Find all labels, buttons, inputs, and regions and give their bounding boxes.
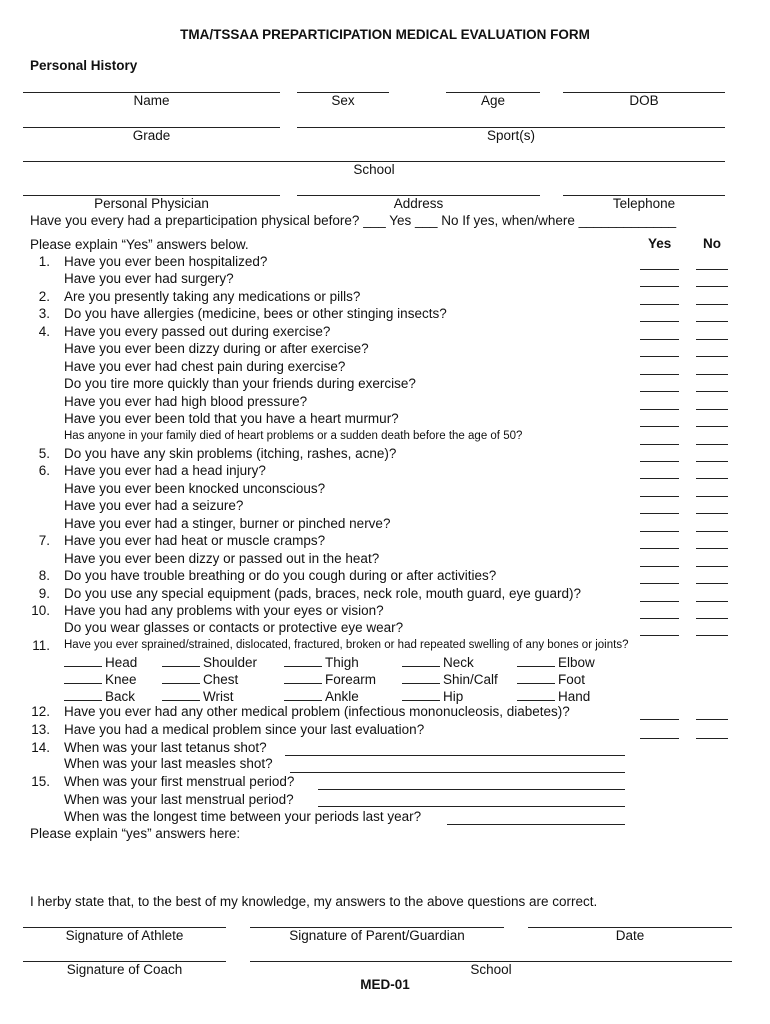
question-text: Are you presently taking any medications or pills? [64,288,361,304]
yes-answer-blank[interactable] [640,409,679,410]
athlete-signature-label: Signature of Athlete [65,928,184,943]
yes-answer-blank[interactable] [640,566,679,567]
question-text: When was the longest time between your periods last year? [64,809,422,824]
body-part-option[interactable] [517,654,595,670]
yes-answer-blank[interactable] [640,719,679,720]
question-text: Have you every passed out during exercise? [64,323,331,339]
no-answer-blank[interactable] [696,548,728,549]
yes-answer-blank[interactable] [640,601,679,602]
question-number: 9. [38,585,50,601]
body-part-blank[interactable] [402,671,440,684]
body-part-label: Neck [443,655,474,670]
question-number: 2. [38,288,50,304]
body-part-blank[interactable] [64,654,102,667]
body-part-option[interactable] [402,671,498,687]
yes-answer-blank[interactable] [640,304,679,305]
body-part-blank[interactable] [517,654,555,667]
physician-label: Personal Physician [94,196,209,211]
body-part-blank[interactable] [162,671,200,684]
section-heading: Personal History [30,58,138,73]
question-number: 14. [31,740,50,755]
body-part-blank[interactable] [162,688,200,701]
body-part-blank[interactable] [284,671,322,684]
tetanus-shot-field[interactable] [285,755,625,756]
body-part-option[interactable] [402,688,463,704]
body-part-option[interactable] [284,688,359,704]
yes-answer-blank[interactable] [640,513,679,514]
no-answer-blank[interactable] [696,531,728,532]
body-part-label: Back [105,689,136,704]
first-period-field[interactable] [318,789,625,790]
sports-label: Sport(s) [486,128,535,143]
body-part-option[interactable] [64,688,135,704]
yes-answer-blank[interactable] [640,339,679,340]
question-number: 6. [38,463,50,479]
body-part-label: Shoulder [203,655,258,670]
body-part-blank[interactable] [517,688,555,701]
telephone-label: Telephone [612,196,676,211]
body-part-option[interactable] [402,654,474,670]
prior-physical-question: Have you every had a preparticipation physical before? ___ Yes ___ No If yes, when/where _____________ [30,213,677,228]
body-part-label: Shin/Calf [443,672,498,687]
no-answer-blank[interactable] [696,391,728,392]
no-answer-blank[interactable] [696,583,728,584]
question-number: 15. [31,774,50,789]
body-part-option[interactable] [64,671,137,687]
question-text: When was your last measles shot? [64,756,273,771]
question-text: Do you use any special equipment (pads, braces, neck role, mouth guard, eye guard)? [64,585,582,601]
age-label: Age [480,93,506,108]
no-answer-blank[interactable] [696,461,728,462]
body-part-label: Thigh [325,655,359,670]
body-part-blank[interactable] [402,654,440,667]
question-text: Have you ever been dizzy or passed out in the heat? [64,550,380,566]
yes-answer-blank[interactable] [640,548,679,549]
question-number: 12. [31,704,50,719]
no-column-header: No [703,236,721,251]
no-answer-blank[interactable] [696,426,728,427]
body-part-blank[interactable] [402,688,440,701]
yes-answer-blank[interactable] [640,426,679,427]
question-text: Do you have trouble breathing or do you cough during or after activities? [64,568,497,584]
coach-signature-label: Signature of Coach [66,962,183,977]
question-text: Have you ever had high blood pressure? [64,393,308,409]
body-part-blank[interactable] [64,671,102,684]
no-answer-blank[interactable] [696,496,728,497]
question-text: Have you ever had surgery? [64,271,234,287]
no-answer-blank[interactable] [696,513,728,514]
yes-answer-blank[interactable] [640,738,679,739]
body-part-option[interactable] [517,671,585,687]
body-part-option[interactable] [517,688,590,704]
body-part-label: Ankle [325,689,359,704]
yes-answer-blank[interactable] [640,478,679,479]
body-part-label: Knee [105,672,137,687]
question-number: 11. [32,638,50,653]
dob-label: DOB [629,93,659,108]
last-period-field[interactable] [318,806,625,807]
sex-label: Sex [331,93,355,108]
body-part-blank[interactable] [517,671,555,684]
no-answer-blank[interactable] [696,618,728,619]
yes-answer-blank[interactable] [640,269,679,270]
question-text: Have you ever been dizzy during or after exercise? [64,341,369,357]
school-signature-label: School [470,962,512,977]
body-part-label: Hand [558,689,591,704]
no-answer-blank[interactable] [696,719,728,720]
body-part-label: Elbow [558,655,595,670]
question-text: Have you ever been knocked unconscious? [64,480,326,496]
yes-answer-blank[interactable] [640,635,679,636]
no-answer-blank[interactable] [696,478,728,479]
question-number: 4. [38,323,50,339]
longest-period-field[interactable] [447,824,625,825]
body-part-option[interactable] [162,671,238,687]
question-text: Have you ever sprained/strained, dislocated, fractured, broken or had repeated swelling of any bones or joints? [64,639,629,651]
question-text: Have you had a medical problem since your last evaluation? [64,722,425,737]
no-answer-blank[interactable] [696,444,728,445]
yes-answer-blank[interactable] [640,583,679,584]
question-text: When was your first menstrual period? [64,774,295,789]
question-text: Do you wear glasses or contacts or protective eye wear? [64,620,404,636]
body-part-label: Forearm [325,672,377,687]
question-number: 8. [38,568,50,584]
question-text: Do you have any skin problems (itching, rashes, acne)? [64,445,397,461]
question-text: Have you ever had a head injury? [64,463,266,479]
question-text: Has anyone in your family died of heart problems or a sudden death before the age of 50? [64,429,523,442]
no-answer-blank[interactable] [696,635,728,636]
yes-answer-blank[interactable] [640,444,679,445]
no-answer-blank[interactable] [696,601,728,602]
question-text: When was your last tetanus shot? [64,740,267,755]
body-part-blank[interactable] [162,654,200,667]
body-part-label: Chest [203,672,239,687]
yes-answer-blank[interactable] [640,374,679,375]
no-answer-blank[interactable] [696,269,728,270]
parent-signature-label: Signature of Parent/Guardian [289,928,465,943]
question-text: Have you ever had a seizure? [64,498,244,514]
body-part-label: Hip [443,689,464,704]
no-answer-blank[interactable] [696,566,728,567]
question-text: Have you had any problems with your eyes or vision? [64,603,384,618]
body-part-label: Foot [558,672,586,687]
question-number: 13. [31,722,50,737]
explain-intro: Please explain “Yes” answers below. [30,237,249,252]
attestation-statement: I herby state that, to the best of my knowledge, my answers to the above questions are correct. [30,894,598,909]
question-text: Have you ever had a stinger, burner or pinched nerve? [64,515,391,531]
yes-column-header: Yes [648,236,672,251]
question-text: Have you ever had chest pain during exercise? [64,358,346,374]
question-text: Do you tire more quickly than your friends during exercise? [64,376,416,392]
no-answer-blank[interactable] [696,409,728,410]
measles-shot-field[interactable] [290,772,625,773]
question-number: 3. [38,306,50,322]
address-label: Address [393,196,444,211]
yes-answer-blank[interactable] [640,391,679,392]
explain-here-label: Please explain “yes” answers here: [30,826,241,841]
yes-answer-blank[interactable] [640,356,679,357]
body-part-blank[interactable] [284,688,322,701]
yes-answer-blank[interactable] [640,321,679,322]
question-number: 7. [38,533,50,549]
school-label: School [353,162,395,177]
body-part-option[interactable] [64,654,137,670]
body-part-label: Head [105,655,138,670]
question-text: Have you ever been told that you have a heart murmur? [64,411,399,427]
yes-answer-blank[interactable] [640,461,679,462]
question-number: 5. [38,445,50,461]
body-part-blank[interactable] [284,654,322,667]
yes-answer-blank[interactable] [640,286,679,287]
no-answer-blank[interactable] [696,304,728,305]
yes-answer-blank[interactable] [640,496,679,497]
form-id: MED-01 [360,977,410,992]
question-number: 10. [31,603,50,618]
name-label: Name [133,93,170,108]
grade-label: Grade [132,128,171,143]
body-part-option[interactable] [284,671,376,687]
date-label: Date [615,928,645,943]
no-answer-blank[interactable] [696,286,728,287]
question-number: 1. [38,254,50,269]
explanation-area[interactable] [30,845,730,890]
body-part-option[interactable] [284,654,359,670]
body-part-blank[interactable] [64,688,102,701]
no-answer-blank[interactable] [696,339,728,340]
no-answer-blank[interactable] [696,374,728,375]
body-part-label: Wrist [203,689,234,704]
form-title: TMA/TSSAA PREPARTICIPATION MEDICAL EVALUATION FORM [180,27,590,42]
question-text: Have you ever been hospitalized? [64,254,268,269]
no-answer-blank[interactable] [696,356,728,357]
no-answer-blank[interactable] [696,321,728,322]
question-text: When was your last menstrual period? [64,792,294,807]
yes-answer-blank[interactable] [640,531,679,532]
body-part-option[interactable] [162,654,257,670]
question-text: Have you ever had any other medical problem (infectious mononucleosis, diabetes)? [64,704,570,719]
body-part-option[interactable] [162,688,234,704]
yes-answer-blank[interactable] [640,618,679,619]
question-text: Do you have allergies (medicine, bees or other stinging insects? [64,306,447,322]
question-text: Have you ever had heat or muscle cramps? [64,533,326,549]
no-answer-blank[interactable] [696,738,728,739]
